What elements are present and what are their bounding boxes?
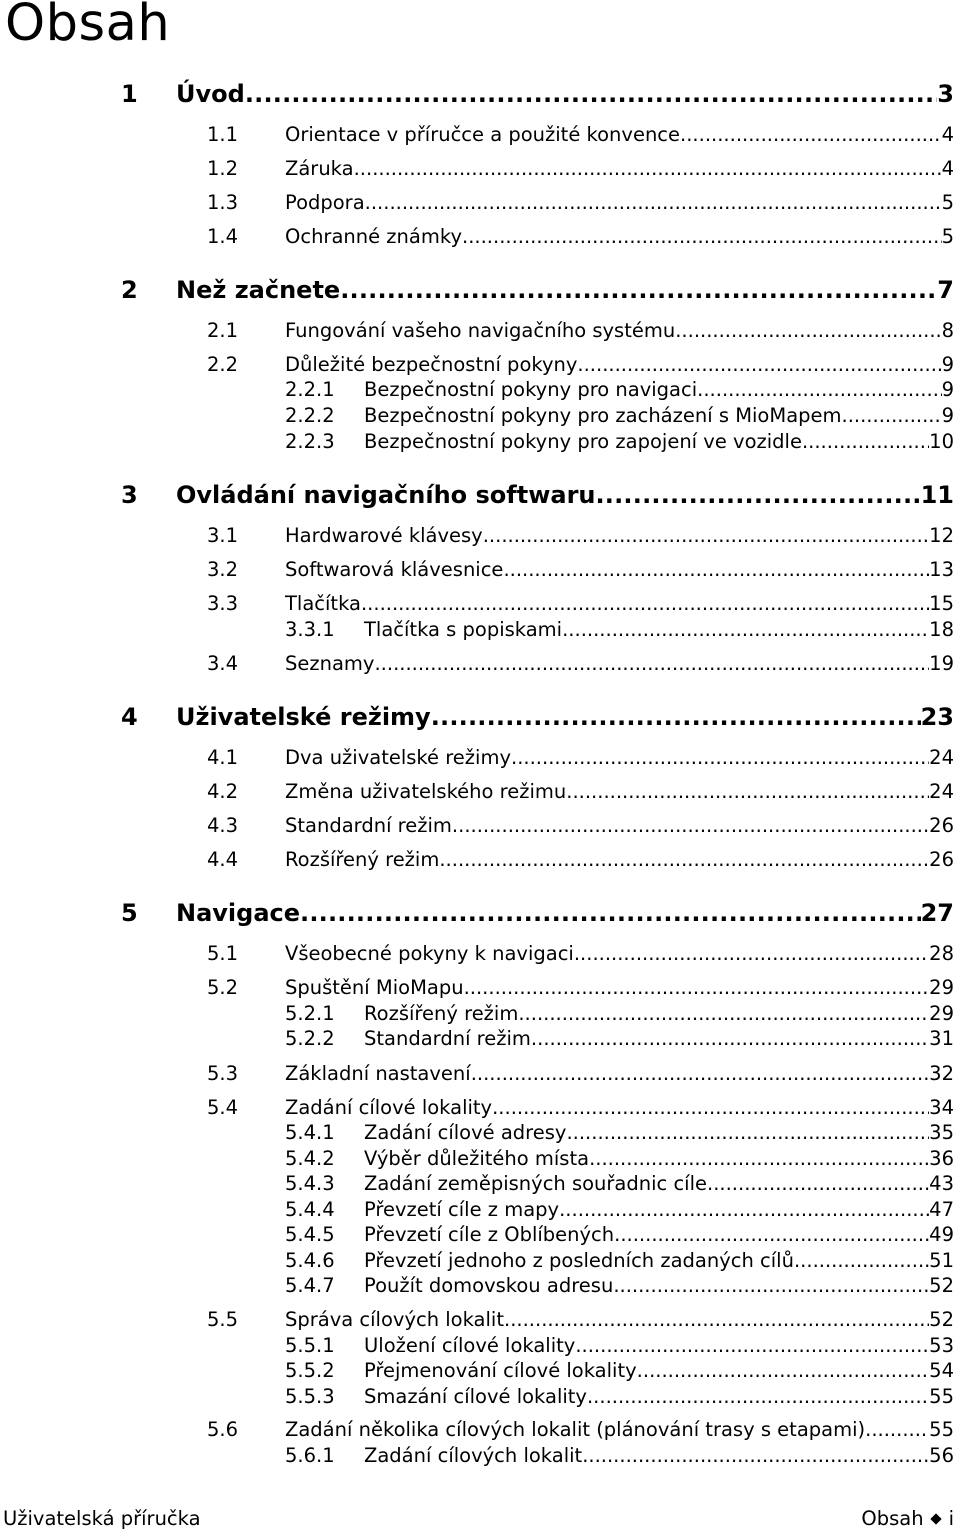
toc-entry-page: 54 xyxy=(929,1359,954,1382)
toc-entry-number: 5.5.2 xyxy=(285,1359,335,1382)
toc-section-entry[interactable] xyxy=(207,942,954,965)
toc-section-entry[interactable] xyxy=(285,1274,954,1297)
toc-dot-leader xyxy=(865,1418,929,1441)
toc-entry-page: 47 xyxy=(929,1198,954,1221)
diamond-bullet-icon xyxy=(930,1513,941,1524)
toc-chapter-entry[interactable] xyxy=(121,703,954,731)
toc-entry-number: 4.4 xyxy=(207,848,239,871)
toc-entry-number: 4.3 xyxy=(207,814,239,837)
toc-section-entry[interactable] xyxy=(207,353,954,376)
toc-entry-title: Základní nastavení xyxy=(285,1062,471,1085)
toc-dot-leader xyxy=(697,378,941,401)
toc-entry-number: 2.2.1 xyxy=(285,378,335,401)
toc-entry-title: Převzetí cíle z mapy xyxy=(364,1198,560,1221)
toc-dot-leader xyxy=(452,814,929,837)
toc-section-entry[interactable] xyxy=(207,191,954,214)
toc-entry-title: Převzetí jednoho z posledních zadaných cílů xyxy=(364,1249,794,1272)
toc-entry-number: 5.4.7 xyxy=(285,1274,335,1297)
toc-entry-number: 5.4.6 xyxy=(285,1249,335,1272)
toc-section-entry[interactable] xyxy=(207,319,954,342)
toc-entry-title: Fungování vašeho navigačního systému xyxy=(285,319,676,342)
toc-section-entry[interactable] xyxy=(207,1096,954,1119)
toc-section-entry[interactable] xyxy=(285,1198,954,1221)
toc-dot-leader xyxy=(680,123,942,146)
toc-entry-page: 26 xyxy=(929,814,954,837)
toc-entry-title: Hardwarové klávesy xyxy=(285,524,483,547)
toc-entry-page: 9 xyxy=(941,378,954,401)
toc-entry-title: Bezpečnostní pokyny pro navigaci xyxy=(364,378,698,401)
toc-dot-leader xyxy=(675,319,941,342)
footer-document-title: Uživatelská příručka xyxy=(3,1507,201,1530)
toc-entry-page: 29 xyxy=(929,1002,954,1025)
toc-entry-page: 10 xyxy=(929,430,954,453)
toc-dot-leader xyxy=(504,1308,929,1331)
toc-entry-page: 4 xyxy=(941,123,954,146)
toc-section-entry[interactable] xyxy=(207,1418,954,1441)
toc-entry-page: 56 xyxy=(929,1444,954,1467)
toc-section-entry[interactable] xyxy=(285,1172,954,1195)
toc-entry-page: 4 xyxy=(941,157,954,180)
toc-entry-number: 5.4 xyxy=(207,1096,239,1119)
toc-dot-leader xyxy=(511,746,929,769)
toc-entry-number: 3.4 xyxy=(207,652,239,675)
toc-entry-page: 28 xyxy=(929,942,954,965)
toc-dot-leader xyxy=(354,157,942,180)
toc-dot-leader xyxy=(374,652,929,675)
toc-entry-title: Standardní režim xyxy=(364,1027,531,1050)
toc-entry-title: Rozšířený režim xyxy=(285,848,440,871)
toc-entry-number: 2 xyxy=(121,276,138,304)
toc-dot-leader xyxy=(587,1385,929,1408)
toc-section-entry[interactable] xyxy=(285,1249,954,1272)
toc-entry-title: Orientace v příručce a použité konvence xyxy=(285,123,681,146)
toc-entry-page: 24 xyxy=(929,780,954,803)
toc-section-entry[interactable] xyxy=(285,1385,954,1408)
toc-section-entry[interactable] xyxy=(207,157,954,180)
toc-entry-number: 5.4.4 xyxy=(285,1198,335,1221)
toc-entry-title: Spuštění MioMapu xyxy=(285,976,464,999)
toc-entry-title: Správa cílových lokalit xyxy=(285,1308,504,1331)
toc-entry-title: Ovládání navigačního softwaru xyxy=(176,481,596,509)
toc-entry-number: 5.5.1 xyxy=(285,1334,335,1357)
toc-entry-title: Úvod xyxy=(176,80,245,108)
toc-entry-page: 7 xyxy=(937,276,954,304)
toc-entry-page: 34 xyxy=(929,1096,954,1119)
toc-entry-page: 19 xyxy=(929,652,954,675)
toc-entry-title: Navigace xyxy=(176,899,301,927)
toc-section-entry[interactable] xyxy=(285,430,954,453)
toc-section-entry[interactable] xyxy=(207,814,954,837)
toc-entry-title: Standardní režim xyxy=(285,814,452,837)
toc-section-entry[interactable] xyxy=(207,848,954,871)
toc-entry-number: 2.2.2 xyxy=(285,404,335,427)
toc-entry-number: 5.6.1 xyxy=(285,1444,335,1467)
toc-entry-number: 5.1 xyxy=(207,942,239,965)
toc-entry-number: 3.3.1 xyxy=(285,618,335,641)
toc-entry-page: 23 xyxy=(920,703,954,731)
toc-entry-page: 35 xyxy=(929,1121,954,1144)
toc-entry-title: Dva uživatelské režimy xyxy=(285,746,511,769)
toc-section-entry[interactable] xyxy=(285,1444,954,1467)
toc-section-entry[interactable] xyxy=(207,558,954,581)
toc-dot-leader xyxy=(637,1359,930,1382)
toc-dot-leader xyxy=(492,1096,929,1119)
toc-entry-number: 5.2.2 xyxy=(285,1027,335,1050)
toc-entry-number: 3.3 xyxy=(207,592,239,615)
toc-entry-number: 5.5.3 xyxy=(285,1385,335,1408)
toc-entry-title: Podpora xyxy=(285,191,365,214)
toc-entry-page: 53 xyxy=(929,1334,954,1357)
toc-entry-title: Důležité bezpečnostní pokyny xyxy=(285,353,578,376)
toc-entry-title: Rozšířený režim xyxy=(364,1002,519,1025)
toc-section-entry[interactable] xyxy=(285,404,954,427)
toc-entry-number: 4.2 xyxy=(207,780,239,803)
toc-section-entry[interactable] xyxy=(285,618,954,641)
toc-entry-page: 51 xyxy=(929,1249,954,1272)
toc-entry-number: 1.1 xyxy=(207,123,239,146)
toc-dot-leader xyxy=(531,1027,929,1050)
toc-section-entry[interactable] xyxy=(207,225,954,248)
toc-section-entry[interactable] xyxy=(285,1359,954,1382)
toc-entry-title: Bezpečnostní pokyny pro zacházení s MioMapem xyxy=(364,404,842,427)
toc-dot-leader xyxy=(361,592,929,615)
toc-entry-number: 5.4.1 xyxy=(285,1121,335,1144)
toc-entry-number: 5.4.3 xyxy=(285,1172,335,1195)
toc-entry-title: Tlačítka xyxy=(285,592,361,615)
toc-entry-page: 3 xyxy=(937,80,954,108)
toc-entry-page: 11 xyxy=(920,481,954,509)
toc-section-entry[interactable] xyxy=(207,652,954,675)
toc-entry-title: Záruka xyxy=(285,157,354,180)
toc-entry-page: 55 xyxy=(929,1385,954,1408)
toc-section-entry[interactable] xyxy=(285,1223,954,1246)
toc-section-entry[interactable] xyxy=(207,976,954,999)
toc-section-entry[interactable] xyxy=(207,780,954,803)
toc-entry-number: 2.2 xyxy=(207,353,239,376)
toc-entry-title: Než začnete xyxy=(176,276,341,304)
toc-dot-leader xyxy=(483,524,929,547)
toc-entry-number: 4 xyxy=(121,703,138,731)
toc-chapter-entry[interactable] xyxy=(121,899,954,927)
toc-entry-title: Použít domovskou adresu xyxy=(364,1274,614,1297)
toc-dot-leader xyxy=(582,1444,929,1467)
toc-entry-title: Zadání cílové adresy xyxy=(364,1121,567,1144)
toc-entry-number: 3.2 xyxy=(207,558,239,581)
toc-entry-page: 9 xyxy=(941,404,954,427)
footer-page-label xyxy=(861,1507,954,1530)
toc-entry-title: Výběr důležitého místa xyxy=(364,1147,590,1170)
toc-entry-page: 32 xyxy=(929,1062,954,1085)
toc-section-entry[interactable] xyxy=(285,1147,954,1170)
toc-entry-page: 31 xyxy=(929,1027,954,1050)
toc-dot-leader xyxy=(562,618,929,641)
toc-dot-leader xyxy=(245,80,937,108)
toc-chapter-entry[interactable] xyxy=(121,481,954,509)
toc-entry-number: 5.6 xyxy=(207,1418,239,1441)
toc-entry-number: 1.4 xyxy=(207,225,239,248)
toc-entry-number: 5.5 xyxy=(207,1308,239,1331)
toc-entry-page: 55 xyxy=(929,1418,954,1441)
toc-entry-number: 5 xyxy=(121,899,138,927)
toc-entry-title: Zadání několika cílových lokalit (plánování trasy s etapami) xyxy=(285,1418,866,1441)
toc-entry-number: 5.3 xyxy=(207,1062,239,1085)
toc-entry-page: 9 xyxy=(941,353,954,376)
toc-entry-page: 5 xyxy=(941,191,954,214)
toc-entry-number: 1.2 xyxy=(207,157,239,180)
toc-chapter-entry[interactable] xyxy=(121,276,954,304)
toc-entry-title: Všeobecné pokyny k navigaci xyxy=(285,942,574,965)
toc-dot-leader xyxy=(462,225,942,248)
toc-dot-leader xyxy=(471,1062,929,1085)
toc-entry-page: 18 xyxy=(929,618,954,641)
toc-dot-leader xyxy=(559,1198,929,1221)
toc-section-entry[interactable] xyxy=(207,1308,954,1331)
toc-dot-leader xyxy=(365,191,942,214)
toc-dot-leader xyxy=(503,558,929,581)
toc-entry-page: 15 xyxy=(929,592,954,615)
toc-entry-page: 8 xyxy=(941,319,954,342)
toc-entry-page: 26 xyxy=(929,848,954,871)
toc-entry-title: Ochranné známky xyxy=(285,225,462,248)
toc-dot-leader xyxy=(802,430,929,453)
toc-entry-title: Zadání cílové lokality xyxy=(285,1096,493,1119)
toc-dot-leader xyxy=(566,780,929,803)
toc-entry-number: 5.2.1 xyxy=(285,1002,335,1025)
toc-entry-number: 3.1 xyxy=(207,524,239,547)
toc-dot-leader xyxy=(614,1223,929,1246)
toc-entry-page: 13 xyxy=(929,558,954,581)
toc-section-entry[interactable] xyxy=(285,1334,954,1357)
toc-entry-number: 2.1 xyxy=(207,319,239,342)
toc-section-entry[interactable] xyxy=(207,123,954,146)
toc-dot-leader xyxy=(300,899,921,927)
toc-entry-number: 2.2.3 xyxy=(285,430,335,453)
toc-entry-title: Softwarová klávesnice xyxy=(285,558,504,581)
toc-entry-title: Zadání cílových lokalit xyxy=(364,1444,583,1467)
toc-chapter-entry[interactable] xyxy=(121,80,954,108)
toc-dot-leader xyxy=(589,1147,929,1170)
toc-entry-title: Seznamy xyxy=(285,652,375,675)
toc-dot-leader xyxy=(439,848,929,871)
toc-entry-number: 3 xyxy=(121,481,138,509)
toc-entry-number: 1 xyxy=(121,80,138,108)
toc-entry-title: Bezpečnostní pokyny pro zapojení ve vozidle xyxy=(364,430,802,453)
toc-entry-number: 5.4.5 xyxy=(285,1223,335,1246)
toc-entry-page: 5 xyxy=(941,225,954,248)
footer-section-name: Obsah xyxy=(861,1507,924,1530)
toc-section-entry[interactable] xyxy=(207,524,954,547)
toc-entry-page: 27 xyxy=(920,899,954,927)
toc-section-entry[interactable] xyxy=(207,592,954,615)
toc-dot-leader xyxy=(340,276,937,304)
toc-section-entry[interactable] xyxy=(207,1062,954,1085)
toc-section-entry[interactable] xyxy=(285,378,954,401)
toc-dot-leader xyxy=(574,942,929,965)
toc-section-entry[interactable] xyxy=(285,1027,954,1050)
toc-entry-page: 43 xyxy=(929,1172,954,1195)
toc-section-entry[interactable] xyxy=(285,1121,954,1144)
toc-entry-title: Tlačítka s popiskami xyxy=(364,618,563,641)
toc-dot-leader xyxy=(431,703,921,731)
toc-dot-leader xyxy=(577,353,941,376)
toc-dot-leader xyxy=(794,1249,929,1272)
toc-entry-number: 4.1 xyxy=(207,746,239,769)
footer-page-number: i xyxy=(948,1507,954,1530)
toc-entry-title: Zadání zeměpisných souřadnic cíle xyxy=(364,1172,708,1195)
toc-section-entry[interactable] xyxy=(207,746,954,769)
toc-dot-leader xyxy=(707,1172,929,1195)
toc-dot-leader xyxy=(518,1002,929,1025)
page-title: Obsah xyxy=(5,0,171,53)
toc-entry-title: Převzetí cíle z Oblíbených xyxy=(364,1223,615,1246)
toc-dot-leader xyxy=(595,481,920,509)
toc-entry-number: 1.3 xyxy=(207,191,239,214)
toc-entry-page: 36 xyxy=(929,1147,954,1170)
toc-entry-page: 24 xyxy=(929,746,954,769)
toc-entry-page: 49 xyxy=(929,1223,954,1246)
toc-entry-page: 52 xyxy=(929,1308,954,1331)
toc-entry-number: 5.2 xyxy=(207,976,239,999)
toc-entry-title: Přejmenování cílové lokality xyxy=(364,1359,637,1382)
toc-entry-number: 5.4.2 xyxy=(285,1147,335,1170)
toc-entry-title: Smazání cílové lokality xyxy=(364,1385,587,1408)
toc-section-entry[interactable] xyxy=(285,1002,954,1025)
toc-entry-title: Změna uživatelského režimu xyxy=(285,780,567,803)
toc-dot-leader xyxy=(566,1121,929,1144)
toc-dot-leader xyxy=(464,976,930,999)
toc-entry-title: Uložení cílové lokality xyxy=(364,1334,576,1357)
toc-entry-title: Uživatelské režimy xyxy=(176,703,431,731)
toc-entry-page: 29 xyxy=(929,976,954,999)
toc-dot-leader xyxy=(842,404,942,427)
toc-entry-page: 52 xyxy=(929,1274,954,1297)
toc-dot-leader xyxy=(613,1274,929,1297)
toc-dot-leader xyxy=(575,1334,929,1357)
toc-entry-page: 12 xyxy=(929,524,954,547)
